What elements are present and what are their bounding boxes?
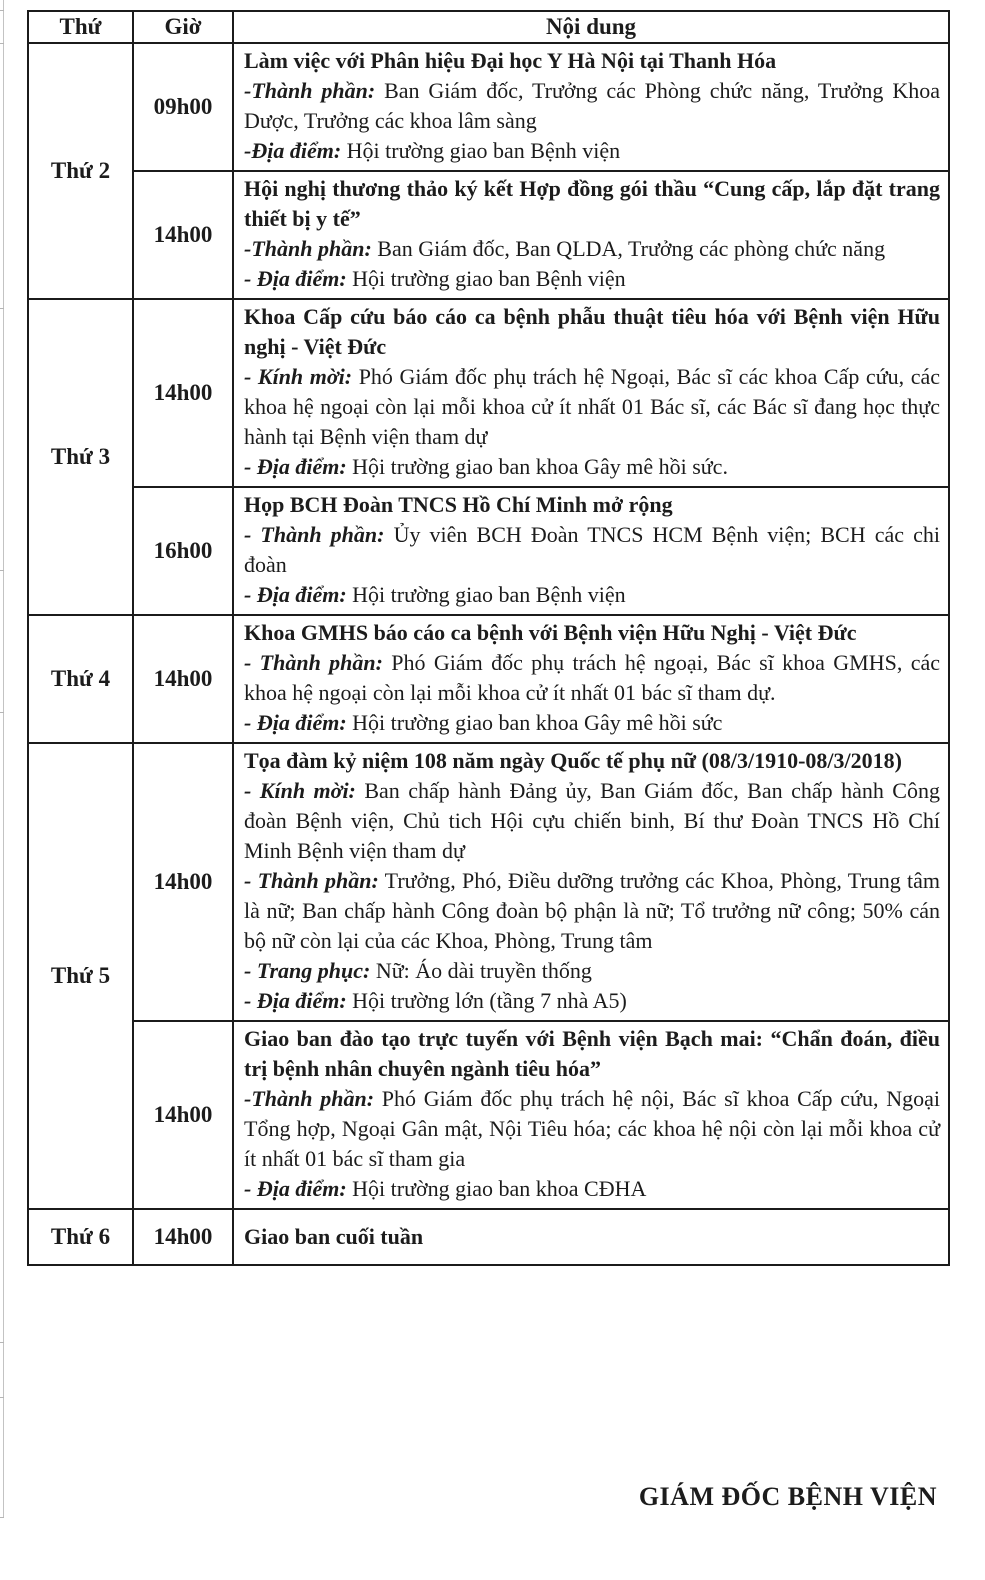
content-cell bbox=[233, 171, 949, 299]
event-detail-line: - Địa điểm: Hội trường giao ban khoa CĐHA bbox=[244, 1176, 647, 1201]
day-cell: Thứ 6 bbox=[28, 1209, 133, 1265]
time-cell: 14h00 bbox=[133, 1021, 233, 1209]
time-cell: 09h00 bbox=[133, 43, 233, 171]
time-cell: 14h00 bbox=[133, 171, 233, 299]
header-row bbox=[28, 11, 949, 43]
detail-label: - Trang phục: bbox=[244, 958, 371, 983]
column-header-time: Giờ bbox=[133, 11, 233, 43]
detail-label: - Địa điểm: bbox=[244, 582, 347, 607]
detail-label: -Thành phần: bbox=[244, 1086, 375, 1111]
event-title: Hội nghị thương thảo ký kết Hợp đồng gói thầu “Cung cấp, lắp đặt trang thiết bị y tế” bbox=[244, 176, 940, 231]
time-cell: 14h00 bbox=[133, 615, 233, 743]
schedule-row bbox=[28, 487, 949, 615]
day-cell: Thứ 4 bbox=[28, 615, 133, 743]
page-edge-tick bbox=[0, 1342, 4, 1343]
day-cell: Thứ 5 bbox=[28, 743, 133, 1209]
schedule-row bbox=[28, 1021, 949, 1209]
event-detail-line: - Kính mời: Phó Giám đốc phụ trách hệ Ngoại, Bác sĩ các khoa Cấp cứu, các khoa hệ ngoại còn lại mỗi khoa cử ít nhất 01 Bác sĩ, các Bác sĩ đang học thực hành tại Bệnh viện tham dự bbox=[244, 364, 940, 449]
detail-label: - Địa điểm: bbox=[244, 988, 347, 1013]
detail-label: - Địa điểm: bbox=[244, 1176, 347, 1201]
content-cell bbox=[233, 487, 949, 615]
time-cell: 14h00 bbox=[133, 299, 233, 487]
detail-label: - Địa điểm: bbox=[244, 454, 347, 479]
content-cell bbox=[233, 743, 949, 1021]
column-header-day: Thứ bbox=[28, 11, 133, 43]
content-cell bbox=[233, 615, 949, 743]
page-edge-tick bbox=[0, 1397, 4, 1398]
schedule-row bbox=[28, 171, 949, 299]
time-cell: 14h00 bbox=[133, 1209, 233, 1265]
event-detail-line: - Thành phần: Ủy viên BCH Đoàn TNCS HCM Bệnh viện; BCH các chi đoàn bbox=[244, 522, 940, 577]
event-detail-line: - Địa điểm: Hội trường giao ban khoa Gây mê hồi sức. bbox=[244, 454, 728, 479]
event-detail-line: -Địa điểm: Hội trường giao ban Bệnh viện bbox=[244, 138, 621, 163]
day-cell: Thứ 2 bbox=[28, 43, 133, 299]
event-detail-line: - Địa điểm: Hội trường giao ban Bệnh viện bbox=[244, 266, 626, 291]
signature-title: GIÁM ĐỐC BỆNH VIỆN bbox=[638, 1482, 937, 1511]
schedule-row bbox=[28, 299, 949, 487]
content-cell bbox=[233, 43, 949, 171]
event-detail-line: -Thành phần: Ban Giám đốc, Ban QLDA, Trưởng các phòng chức năng bbox=[244, 236, 886, 261]
detail-label: - Địa điểm: bbox=[244, 266, 347, 291]
page-edge-tick bbox=[0, 308, 4, 309]
event-detail-line: - Thành phần: Phó Giám đốc phụ trách hệ ngoại, Bác sĩ khoa GMHS, các khoa hệ ngoại còn lại mỗi khoa cử ít nhất 01 bác sĩ tham dự. bbox=[244, 650, 940, 705]
page-edge-line bbox=[3, 0, 4, 1517]
page-edge-tick bbox=[0, 10, 4, 11]
time-cell: 16h00 bbox=[133, 487, 233, 615]
event-detail-line: - Địa điểm: Hội trường giao ban khoa Gây mê hồi sức bbox=[244, 710, 723, 735]
event-title: Tọa đàm kỷ niệm 108 năm ngày Quốc tế phụ nữ (08/3/1910-08/3/2018) bbox=[244, 748, 902, 773]
event-title: Làm việc với Phân hiệu Đại học Y Hà Nội tại Thanh Hóa bbox=[244, 48, 777, 73]
detail-label: - Địa điểm: bbox=[244, 710, 347, 735]
schedule-row bbox=[28, 743, 949, 1021]
column-header-content: Nội dung bbox=[233, 11, 949, 43]
event-title: Khoa GMHS báo cáo ca bệnh với Bệnh viện Hữu Nghị - Việt Đức bbox=[244, 620, 857, 645]
event-detail-line: - Kính mời: Ban chấp hành Đảng ủy, Ban Giám đốc, Ban chấp hành Công đoàn Bệnh viện, Chủ tich Hội cựu chiến binh, Bí thư Đoàn TNCS Hồ Chí Minh Bệnh viện tham dự bbox=[244, 778, 940, 863]
schedule-row bbox=[28, 43, 949, 171]
schedule-table-body bbox=[28, 43, 949, 1265]
detail-label: - Thành phần: bbox=[244, 868, 379, 893]
event-detail-line: - Địa điểm: Hội trường lớn (tầng 7 nhà A5) bbox=[244, 988, 627, 1013]
event-detail-line: - Địa điểm: Hội trường giao ban Bệnh viện bbox=[244, 582, 626, 607]
detail-label: - Thành phần: bbox=[244, 650, 383, 675]
detail-label: -Thành phần: bbox=[244, 236, 372, 261]
day-cell: Thứ 3 bbox=[28, 299, 133, 615]
event-detail-line: - Thành phần: Trưởng, Phó, Điều dưỡng trưởng các Khoa, Phòng, Trung tâm là nữ; Ban chấp hành Công đoàn bộ phận là nữ; Tổ trưởng nữ công; 50% cán bộ nữ còn lại của các Khoa, Phòng, Trung tâm bbox=[244, 868, 940, 953]
schedule-row bbox=[28, 615, 949, 743]
page-edge-tick bbox=[0, 712, 4, 713]
page-edge-tick bbox=[0, 43, 4, 44]
detail-label: - Thành phần: bbox=[244, 522, 385, 547]
event-title: Họp BCH Đoàn TNCS Hồ Chí Minh mở rộng bbox=[244, 492, 673, 517]
content-cell bbox=[233, 1021, 949, 1209]
detail-label: -Địa điểm: bbox=[244, 138, 342, 163]
detail-label: - Kính mời: bbox=[244, 778, 356, 803]
time-cell: 14h00 bbox=[133, 743, 233, 1021]
detail-label: - Kính mời: bbox=[244, 364, 353, 389]
event-title: Giao ban cuối tuần bbox=[244, 1224, 424, 1249]
event-detail-line: -Thành phần: Ban Giám đốc, Trưởng các Phòng chức năng, Trưởng Khoa Dược, Trưởng các khoa lâm sàng bbox=[244, 78, 940, 133]
weekly-schedule-table bbox=[27, 10, 950, 1266]
content-cell bbox=[233, 299, 949, 487]
page-edge-tick bbox=[0, 570, 4, 571]
event-title: Giao ban đào tạo trực tuyến với Bệnh viện Bạch mai: “Chẩn đoán, điều trị bệnh nhân chuyên ngành tiêu hóa” bbox=[244, 1026, 940, 1081]
page-edge-tick bbox=[0, 1517, 4, 1518]
event-title: Khoa Cấp cứu báo cáo ca bệnh phẫu thuật tiêu hóa với Bệnh viện Hữu nghị - Việt Đức bbox=[244, 304, 940, 359]
detail-label: -Thành phần: bbox=[244, 78, 376, 103]
content-cell bbox=[233, 1209, 949, 1265]
schedule-row bbox=[28, 1209, 949, 1265]
event-detail-line: - Trang phục: Nữ: Áo dài truyền thống bbox=[244, 958, 592, 983]
event-detail-line: -Thành phần: Phó Giám đốc phụ trách hệ nội, Bác sĩ khoa Cấp cứu, Ngoại Tổng hợp, Ngoại Gân mật, Nội Tiêu hóa; các khoa hệ nội còn lại mỗi khoa cử ít nhất 01 bác sĩ tham gia bbox=[244, 1086, 940, 1171]
